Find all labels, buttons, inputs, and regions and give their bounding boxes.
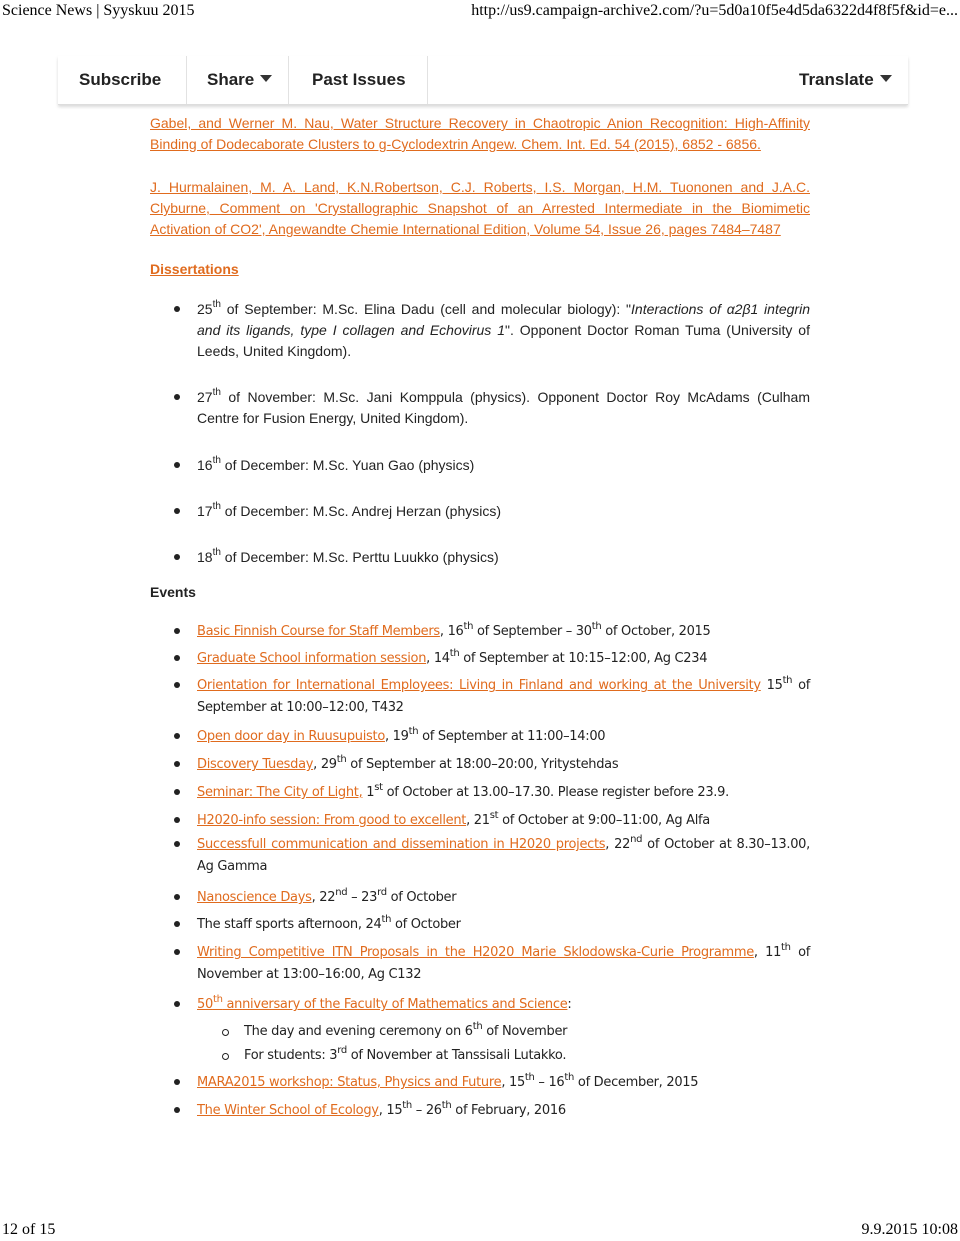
nav-divider <box>427 56 428 104</box>
bullet <box>174 789 180 795</box>
event-link[interactable]: H2020-info session: From good to excellent <box>197 813 467 828</box>
list-item: Successfull communication and dissemination in H2020 projects, 22nd of October at 8.30–13.00, Ag Gamma <box>174 834 810 878</box>
bullet <box>174 682 180 688</box>
dissertations-heading[interactable]: Dissertations <box>150 261 239 277</box>
share-button[interactable]: Share <box>207 56 272 104</box>
list-item: H2020-info session: From good to excellent, 21st of October at 9:00–11:00, Ag Alfa <box>174 810 810 832</box>
event-link[interactable]: Successfull communication and dissemination in H2020 projects <box>197 837 606 852</box>
print-timestamp: 9.9.2015 10:08 <box>861 1221 958 1238</box>
sub-list-item: For students: 3rd of November at Tanssisali Lutakko. <box>174 1045 810 1067</box>
bullet <box>174 1079 180 1085</box>
nav-divider <box>288 56 289 104</box>
print-header-url: http://us9.campaign-archive2.com/?u=5d0a10f5e4d5da6322d4f8f5f&id=e... <box>471 2 958 19</box>
sub-list-item: The day and evening ceremony on 6th of November <box>174 1021 810 1043</box>
list-item: 27th of November: M.Sc. Jani Komppula (physics). Opponent Doctor Roy McAdams (Culham Centre for Fusion Energy, United Kingdom). <box>174 387 810 429</box>
event-link[interactable]: Nanoscience Days <box>197 890 312 905</box>
list-item: 18th of December: M.Sc. Perttu Luukko (physics) <box>174 547 810 568</box>
reference-text: Clyburne, Comment on 'Crystallographic Snapshot of an Arrested Intermediate in the Biomimetic Activation of CO2', Angewandte Chemie International Edition, Volume 54, Issue 26, pages 7484–7487 <box>150 200 810 237</box>
publication-reference[interactable]: Gabel, and Werner M. Nau, Water Structure Recovery in Chaotropic Anion Recognition: High-Affinity Binding of Dodecaborate Clusters to g-Cyclodextrin Angew. Chem. Int. Ed. 54 (2015), 6852 - 6856. <box>150 115 810 152</box>
print-footer <box>0 1219 960 1239</box>
chevron-down-icon <box>260 75 272 82</box>
event-link[interactable]: Orientation for International Employees: Living in Finland and working at the University <box>197 678 761 693</box>
circle-bullet <box>222 1053 229 1060</box>
bullet <box>174 921 180 927</box>
list-item: The staff sports afternoon, 24th of October <box>174 914 810 936</box>
list-item: Writing Competitive ITN Proposals in the H2020 Marie Sklodowska-Curie Programme, 11th of November at 13:00–16:00, Ag C132 <box>174 942 810 986</box>
print-header <box>0 2 960 22</box>
list-item: Graduate School information session, 14th of September at 10:15–12:00, Ag C234 <box>174 648 810 670</box>
reference-authors: J. Hurmalainen, M. A. Land, K.N.Robertson, C.J. Roberts, I.S. Morgan, H.M. Tuononen and J.A.C. <box>150 179 810 195</box>
event-link[interactable]: Basic Finnish Course for Staff Members <box>197 624 440 639</box>
bullet <box>174 1001 180 1007</box>
list-item: 16th of December: M.Sc. Yuan Gao (physics) <box>174 455 810 476</box>
event-link[interactable]: MARA2015 workshop: Status, Physics and Future <box>197 1075 502 1090</box>
list-item: Discovery Tuesday, 29th of September at 18:00–20:00, Yritystehdas <box>174 754 810 776</box>
list-item: Orientation for International Employees: Living in Finland and working at the University 15th of September at 10:00–12:00, T432 <box>174 675 810 719</box>
bullet <box>174 761 180 767</box>
list-item: Open door day in Ruusupuisto, 19th of September at 11:00–14:00 <box>174 726 810 748</box>
bullet <box>174 394 180 400</box>
event-link[interactable]: Open door day in Ruusupuisto <box>197 729 385 744</box>
circle-bullet <box>222 1029 229 1036</box>
list-item: Seminar: The City of Light, 1st of October at 13.00–17.30. Please register before 23.9. <box>174 782 810 804</box>
subscribe-button[interactable]: Subscribe <box>79 70 162 89</box>
chevron-down-icon <box>880 75 892 82</box>
translate-button[interactable]: Translate <box>799 56 892 104</box>
list-item: Nanoscience Days, 22nd – 23rd of October <box>174 887 810 909</box>
bullet <box>174 733 180 739</box>
list-item: Basic Finnish Course for Staff Members, 16th of September – 30th of October, 2015 <box>174 621 810 643</box>
page-count: 12 of 15 <box>2 1221 56 1238</box>
bullet <box>174 949 180 955</box>
bullet <box>174 462 180 468</box>
bullet <box>174 655 180 661</box>
bullet <box>174 554 180 560</box>
event-link[interactable]: Writing Competitive ITN Proposals in the H2020 Marie Sklodowska-Curie Programme <box>197 945 754 960</box>
event-link[interactable]: The Winter School of Ecology <box>197 1103 379 1118</box>
events-heading: Events <box>150 584 196 600</box>
list-item: 25th of September: M.Sc. Elina Dadu (cell and molecular biology): "Interactions of α2β1 integrin and its ligands, type I collagen and Echovirus 1". Opponent Doctor Roman Tuma (University of Leeds, United Kingdom). <box>174 299 810 362</box>
top-navbar <box>58 56 908 105</box>
bullet <box>174 894 180 900</box>
event-link[interactable]: Graduate School information session <box>197 651 427 666</box>
list-item: 17th of December: M.Sc. Andrej Herzan (physics) <box>174 501 810 522</box>
list-item: 50th anniversary of the Faculty of Mathematics and Science: <box>174 994 810 1016</box>
bullet <box>174 817 180 823</box>
print-header-title: Science News | Syyskuu 2015 <box>2 2 195 19</box>
bullet <box>174 628 180 634</box>
list-item: The Winter School of Ecology, 15th – 26th of February, 2016 <box>174 1100 810 1122</box>
bullet <box>174 306 180 312</box>
bullet <box>174 1107 180 1113</box>
bullet <box>174 841 180 847</box>
event-link[interactable]: Seminar: The City of Light, <box>197 785 363 800</box>
nav-divider <box>186 56 187 104</box>
past-issues-button[interactable]: Past Issues <box>312 70 406 89</box>
list-item: MARA2015 workshop: Status, Physics and Future, 15th – 16th of December, 2015 <box>174 1072 810 1094</box>
bullet <box>174 508 180 514</box>
publication-reference[interactable] <box>150 177 810 240</box>
event-link[interactable]: 50th anniversary of the Faculty of Mathematics and Science <box>197 993 568 1012</box>
event-link[interactable]: Discovery Tuesday <box>197 757 314 772</box>
